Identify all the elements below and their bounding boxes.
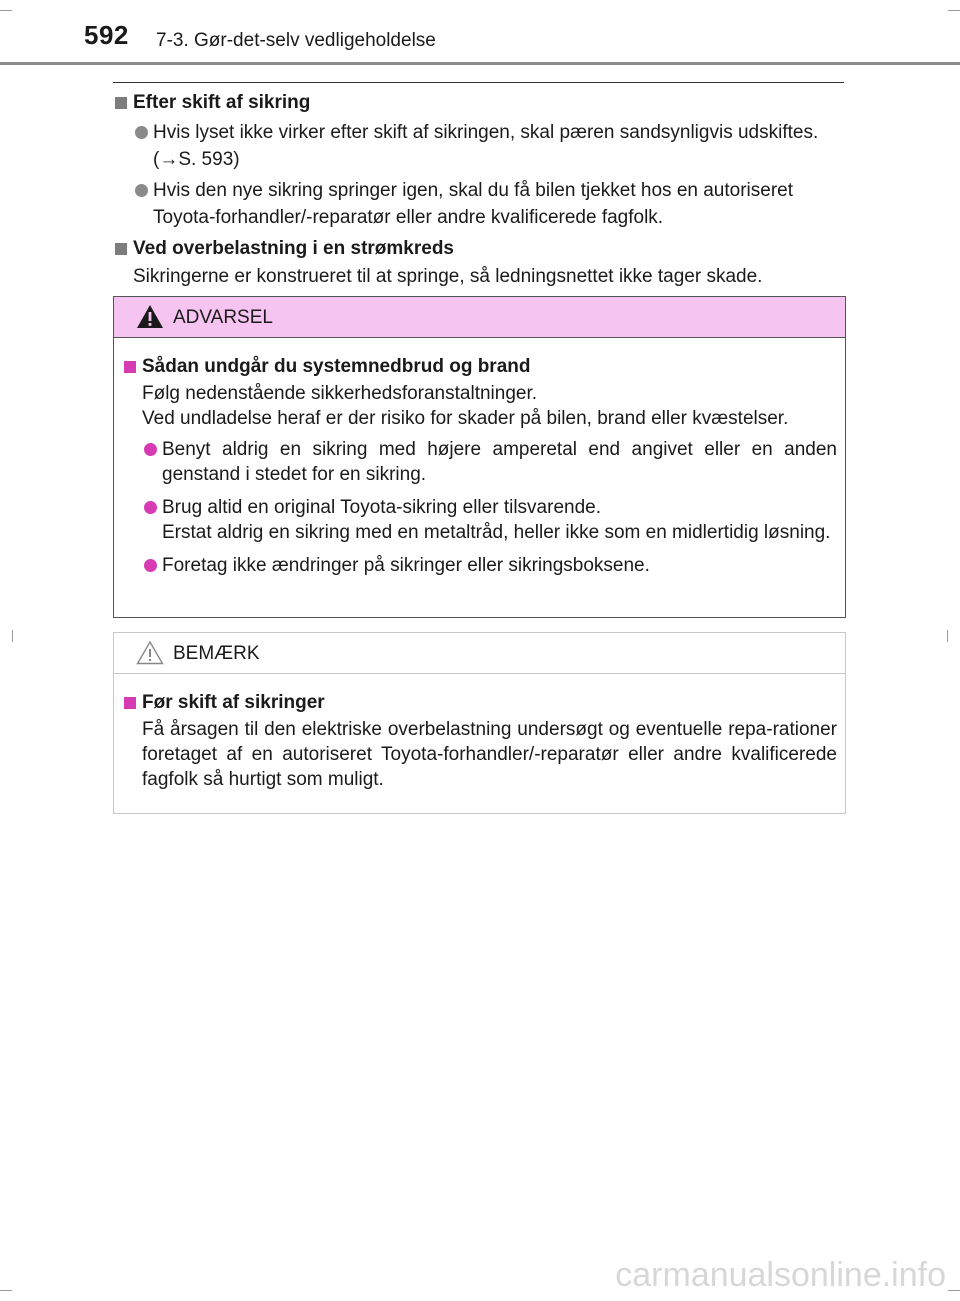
crop-mark [947,630,948,642]
round-bullet-icon [144,501,157,514]
note-heading: Før skift af sikringer [122,689,837,717]
warning-label: ADVARSEL [173,307,273,328]
round-bullet-icon [144,443,157,456]
note-header [114,633,845,674]
watermark: carmanualsonline.info [615,1256,946,1294]
warning-box [113,296,846,618]
crop-mark [948,1290,960,1291]
round-bullet-icon [135,126,148,139]
paragraph: Sikringerne er konstrueret til at springe, så ledningsnettet ikke tager skade. [133,266,763,287]
note-label: BEMÆRK [173,643,260,664]
warning-bullet: Brug altid en original Toyota-sikring eller tilsvarende. Erstat aldrig en sikring med en metaltråd, heller ikke som en midlertidig løsning. [122,495,837,545]
round-bullet-icon [144,559,157,572]
warning-heading: Sådan undgår du systemnedbrud og brand [122,353,837,381]
crop-mark [12,630,13,642]
warning-bullet: Benyt aldrig en sikring med højere amperetal end angivet eller en anden genstand i stedet for en sikring. [122,437,837,487]
warning-triangle-icon [136,304,164,329]
header-rule [0,62,960,65]
note-box [113,632,846,814]
square-bullet-icon [115,243,127,255]
square-bullet-icon [124,361,136,373]
page-number: 592 [84,20,129,50]
note-body [114,674,845,792]
crop-mark [0,1290,12,1291]
section-title: 7-3. Gør-det-selv vedligeholdelse [156,30,436,51]
bullet-item: Hvis den nye sikring springer igen, skal du få bilen tjekket hos en autoriseret Toyota-forhandler/-reparatør eller andre kvalificerede fagfolk. [113,177,844,231]
warning-intro: Følg nedenstående sikkerhedsforanstaltninger. Ved undladelse heraf er der risiko for skader på bilen, brand eller kvæstelser. [142,383,789,429]
warning-bullet: Foretag ikke ændringer på sikringer eller sikringsboksene. [122,553,837,578]
page-reference: (→S. 593) [153,149,240,170]
heading-efter-skift: Efter skift af sikring [113,89,844,117]
round-bullet-icon [135,184,148,197]
content-top-rule [113,82,844,83]
note-paragraph: Få årsagen til den elektriske overbelastning undersøgt og eventuelle repa-rationer foretaget af en autoriseret Toyota-forhandler/-reparatør eller andre kvalificerede fagfolk så hurtigt som muligt. [142,719,837,790]
bullet-item: Hvis lyset ikke virker efter skift af sikringen, skal pæren sandsynligvis udskiftes. (→S. 593) [113,119,844,173]
square-bullet-icon [124,697,136,709]
warning-body [114,338,845,578]
square-bullet-icon [115,97,127,109]
warning-header [114,297,845,338]
page-header [0,0,960,62]
heading-overbelastning: Ved overbelastning i en strømkreds [113,235,844,263]
caution-triangle-icon [136,640,164,665]
main-content [113,82,844,290]
